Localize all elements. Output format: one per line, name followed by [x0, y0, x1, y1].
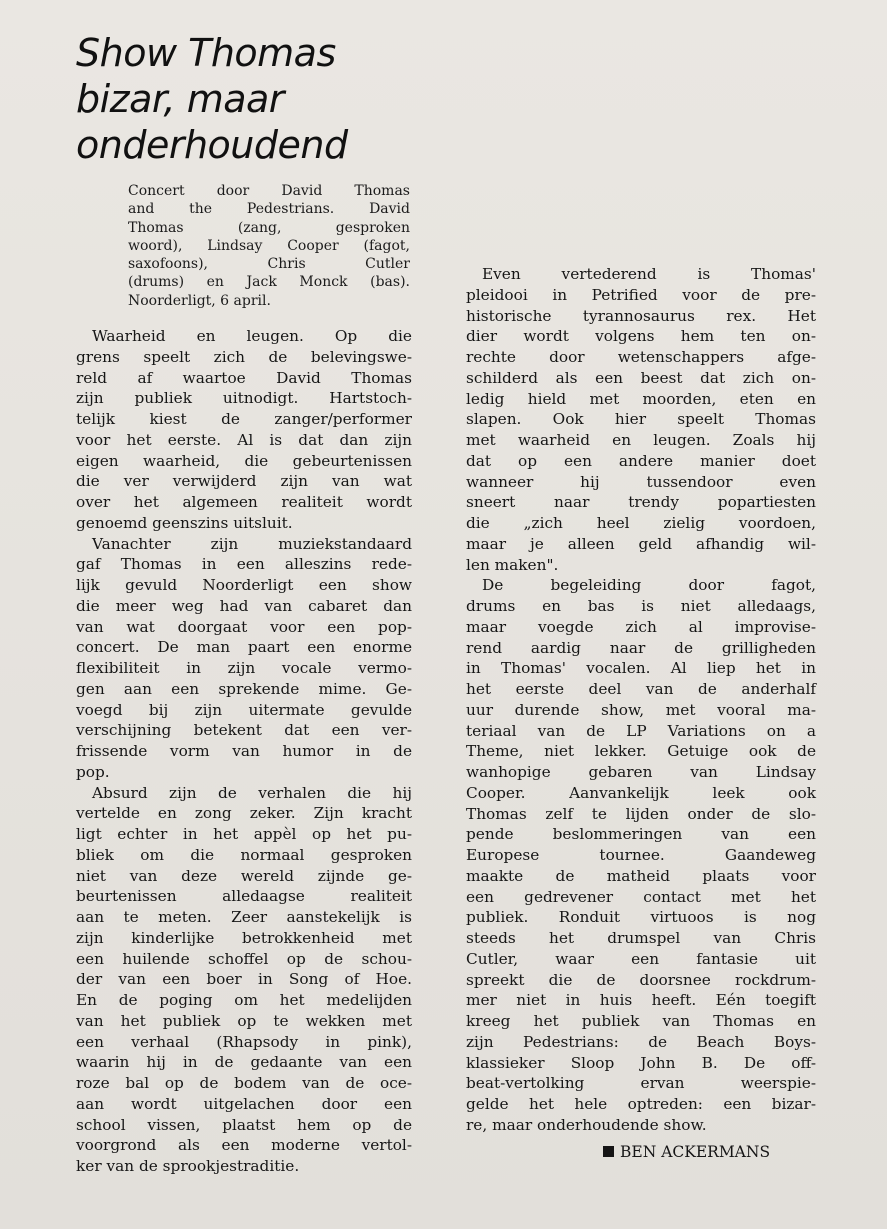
text-line: flexibiliteit in zijn vocale vermo- — [76, 659, 412, 677]
text-line: teriaal van de LP Variations on a — [466, 721, 816, 740]
text-line: Thomas zelf te lijden onder de slo- — [466, 804, 816, 823]
text-line: De begeleiding door fagot, — [482, 576, 816, 595]
text-line: Cooper. Aanvankelijk leek ook — [466, 783, 816, 802]
text-line: zijn Pedestrians: de Beach Boys- — [466, 1032, 816, 1051]
credits-line: woord), Lindsay Cooper (fagot, — [128, 237, 410, 254]
text-line: eigen waarheid, die gebeurtenissen — [76, 451, 412, 470]
text-line: steeds het drumspel van Chris — [466, 929, 816, 947]
credits-line: (drums) en Jack Monck (bas). — [128, 274, 410, 291]
text-line: voor het eerste. Al is dat dan zijn — [76, 430, 412, 449]
text-line: zijn publiek uitnodigt. Hartstoch- — [76, 389, 412, 408]
text-line: roze bal op de bodem van de oce- — [76, 1074, 412, 1092]
text-line: rechte door wetenschappers afge- — [466, 348, 816, 366]
article-column-left — [76, 326, 412, 1177]
text-line: die „zich heel zielig voordoen, — [466, 514, 816, 532]
text-line: aan te meten. Zeer aanstekelijk is — [76, 908, 412, 926]
text-line: concert. De man paart een enorme — [76, 638, 412, 657]
text-line: een huilende schoffel op de schou- — [76, 949, 412, 968]
headline-line: bizar, maar — [76, 77, 284, 121]
text-line: reld af waartoe David Thomas — [76, 368, 412, 387]
text-line: mer niet in huis heeft. Eén toegift — [466, 991, 816, 1010]
text-line: Europese tournee. Gaandeweg — [466, 846, 816, 864]
text-line: sneert naar trendy popartiesten — [466, 493, 816, 512]
text-line: van het publiek op te wekken met — [76, 1011, 412, 1030]
credits-line: Noorderligt, 6 april. — [128, 292, 271, 309]
text-line: voegd bij zijn uitermate gevulde — [76, 700, 412, 719]
text-line: rend aardig naar de grilligheden — [466, 638, 816, 657]
square-bullet-icon — [603, 1146, 614, 1157]
text-line: len maken". — [466, 555, 559, 574]
text-line: lijk gevuld Noorderligt een show — [76, 576, 412, 594]
text-line: pende beslommeringen van een — [466, 825, 816, 844]
text-line: met waarheid en leugen. Zoals hij — [466, 431, 816, 449]
text-line: Vanachter zijn muziekstandaard — [92, 534, 412, 553]
text-line: dier wordt volgens hem ten on- — [466, 327, 816, 346]
text-line: frissende vorm van humor in de — [76, 742, 412, 760]
text-line: maar je alleen geld afhandig wil- — [466, 534, 816, 553]
text-line: pleidooi in Petrified voor de pre- — [466, 285, 816, 304]
text-line: telijk kiest de zanger/performer — [76, 410, 412, 428]
text-line: schilderd als een beest dat zich on- — [466, 368, 816, 387]
text-line: wanhopige gebaren van Lindsay — [466, 763, 816, 781]
text-line: genoemd geenszins uitsluit. — [76, 513, 293, 532]
text-line: gelde het hele optreden: een bizar- — [466, 1095, 816, 1113]
text-line: beat-vertolking ervan weerspie- — [466, 1074, 816, 1093]
text-line: Cutler, waar een fantasie uit — [466, 949, 816, 968]
text-line: Even vertederend is Thomas' — [482, 265, 816, 283]
text-line: gen aan een sprekende mime. Ge- — [76, 679, 412, 698]
text-line: in Thomas' vocalen. Al liep het in — [466, 659, 816, 678]
article-column-right — [466, 264, 816, 1136]
text-line: klassieker Sloop John B. De off- — [466, 1053, 816, 1072]
concert-credits — [128, 182, 410, 310]
text-line: grens speelt zich de belevingswe- — [76, 347, 412, 366]
text-line: over het algemeen realiteit wordt — [76, 493, 412, 511]
text-line: ledig hield met moorden, eten en — [466, 389, 816, 408]
text-line: zijn kinderlijke betrokkenheid met — [76, 928, 412, 947]
text-line: verschijning betekent dat een ver- — [76, 721, 412, 740]
article-headline — [76, 30, 416, 168]
text-line: Theme, niet lekker. Getuige ook de — [466, 742, 816, 761]
headline-line: Show Thomas — [76, 31, 336, 75]
text-line: spreekt die de doorsnee rockdrum- — [466, 970, 816, 989]
text-line: Waarheid en leugen. Op die — [92, 327, 412, 345]
text-line: een verhaal (Rhapsody in pink), — [76, 1032, 412, 1051]
text-line: En de poging om het medelijden — [76, 991, 412, 1009]
text-line: aan wordt uitgelachen door een — [76, 1094, 412, 1113]
text-line: maar voegde zich al improvise- — [466, 617, 816, 636]
text-line: kreeg het publiek van Thomas en — [466, 1012, 816, 1030]
text-line: van wat doorgaat voor een pop- — [76, 617, 412, 636]
text-line: drums en bas is niet alledaags, — [466, 597, 816, 615]
text-line: niet van deze wereld zijnde ge- — [76, 866, 412, 885]
text-line: historische tyrannosaurus rex. Het — [466, 306, 816, 325]
text-line: die meer weg had van cabaret dan — [76, 596, 412, 615]
text-line: een gedrevener contact met het — [466, 887, 816, 906]
text-line: Absurd zijn de verhalen die hij — [92, 783, 412, 802]
text-line: publiek. Ronduit virtuoos is nog — [466, 908, 816, 927]
text-line: beurtenissen alledaagse realiteit — [76, 887, 412, 906]
text-line: ligt echter in het appèl op het pu- — [76, 825, 412, 843]
text-line: vertelde en zong zeker. Zijn kracht — [76, 804, 412, 823]
text-line: gaf Thomas in een alleszins rede- — [76, 555, 412, 574]
author-byline — [603, 1141, 770, 1163]
text-line: pop. — [76, 762, 110, 781]
author-name: BEN ACKERMANS — [620, 1143, 771, 1161]
text-line: wanneer hij tussendoor even — [466, 472, 816, 491]
text-line: der van een boer in Song of Hoe. — [76, 970, 412, 989]
credits-line: Thomas (zang, gesproken — [128, 219, 410, 236]
text-line: slapen. Ook hier speelt Thomas — [466, 410, 816, 429]
text-line: bliek om die normaal gesproken — [76, 845, 412, 864]
text-line: re, maar onderhoudende show. — [466, 1115, 707, 1134]
text-line: het eerste deel van de anderhalf — [466, 680, 816, 698]
text-line: school vissen, plaatst hem op de — [76, 1115, 412, 1134]
credits-line: Concert door David Thomas — [128, 183, 410, 199]
text-line: die ver verwijderd zijn van wat — [76, 472, 412, 491]
headline-line: onderhoudend — [76, 123, 348, 167]
text-line: voorgrond als een moderne vertol- — [76, 1136, 412, 1155]
credits-line: and the Pedestrians. David — [128, 201, 410, 218]
credits-line: saxofoons), Chris Cutler — [128, 256, 410, 273]
text-line: dat op een andere manier doet — [466, 451, 816, 470]
text-line: ker van de sprookjestraditie. — [76, 1157, 300, 1175]
text-line: waarin hij in de gedaante van een — [76, 1053, 412, 1072]
text-line: uur durende show, met vooral ma- — [466, 700, 816, 719]
text-line: maakte de matheid plaats voor — [466, 866, 816, 885]
